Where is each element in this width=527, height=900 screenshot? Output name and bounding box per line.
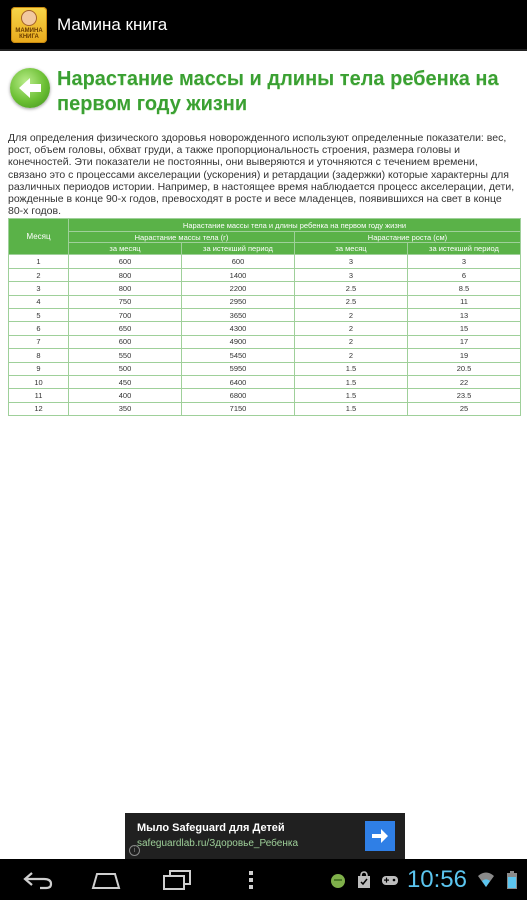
month-cell: 9 (9, 362, 69, 375)
arrow-right-icon (371, 828, 389, 844)
height-month-cell: 2.5 (295, 295, 408, 308)
app-logo-icon[interactable] (11, 7, 47, 43)
height-period-cell: 15 (408, 322, 521, 335)
table-row (9, 282, 521, 295)
height-period-cell: 20.5 (408, 362, 521, 375)
height-month-cell: 3 (295, 268, 408, 281)
month-cell: 12 (9, 402, 69, 415)
mass-period-cell: 4300 (182, 322, 295, 335)
mass-month-cell: 600 (69, 335, 182, 348)
page-title: Нарастание массы и длины тела ребенка на первом году жизни (57, 68, 499, 115)
table-row (9, 389, 521, 402)
mass-period-header: за истекший период (182, 243, 295, 255)
height-period-cell: 17 (408, 335, 521, 348)
table-row (9, 308, 521, 321)
ad-info-icon[interactable]: i (129, 845, 140, 856)
intro-paragraph: Для определения физического здоровья новорожденного используют определенные показатели: вес, рост, объем головы, обхват груди, а также пропорциональность строения, размера головы и конечностей. Эти показатели не постоянны, они выверяются и уточняются с течением времени, связано это с процессами акселерации (ускорения) и ретардации (задержки) которые характерны для различных периодов истории. Например, в настоящее время наблюдается процесс акселерации, дети, рожденные в конце 90-х годов, превосходят в росте и весе младенцев, появившихся на свет в конце 80-х годов. (8, 132, 515, 218)
arrow-left-icon (17, 76, 43, 100)
month-cell: 11 (9, 389, 69, 402)
mass-month-cell: 550 (69, 349, 182, 362)
month-cell: 8 (9, 349, 69, 362)
wifi-icon (477, 871, 495, 889)
mass-per-month-header: за месяц (69, 243, 182, 255)
gamepad-icon (381, 871, 399, 889)
month-cell: 2 (9, 268, 69, 281)
mass-month-cell: 650 (69, 322, 182, 335)
height-month-cell: 3 (295, 255, 408, 268)
mass-period-cell: 7150 (182, 402, 295, 415)
height-period-cell: 11 (408, 295, 521, 308)
mass-period-cell: 3650 (182, 308, 295, 321)
height-period-cell: 22 (408, 375, 521, 388)
ad-url[interactable]: safeguardlab.ru/Здоровье_Ребенка (137, 838, 299, 849)
article-header (0, 51, 527, 117)
mass-period-cell: 2950 (182, 295, 295, 308)
mass-month-cell: 800 (69, 268, 182, 281)
back-icon (22, 870, 54, 890)
mass-month-cell: 600 (69, 255, 182, 268)
mass-month-cell: 500 (69, 362, 182, 375)
mass-month-cell: 700 (69, 308, 182, 321)
mass-month-cell: 800 (69, 282, 182, 295)
month-cell: 7 (9, 335, 69, 348)
battery-icon (503, 871, 521, 889)
mass-period-cell: 600 (182, 255, 295, 268)
table-row (9, 335, 521, 348)
home-icon (89, 870, 123, 890)
mass-month-cell: 750 (69, 295, 182, 308)
ad-go-button[interactable] (365, 821, 395, 851)
height-month-cell: 2 (295, 322, 408, 335)
table-caption: Нарастание массы тела и длины ребенка на первом году жизни (69, 219, 521, 232)
recents-icon (161, 869, 193, 891)
height-period-cell: 19 (408, 349, 521, 362)
nav-home-button[interactable] (86, 868, 126, 892)
app-title: Мамина книга (57, 14, 168, 34)
month-cell: 10 (9, 375, 69, 388)
article-content (0, 51, 527, 813)
month-cell: 3 (9, 282, 69, 295)
month-cell: 5 (9, 308, 69, 321)
mass-month-cell: 400 (69, 389, 182, 402)
table-row (9, 255, 521, 268)
height-month-cell: 1.5 (295, 362, 408, 375)
table-row (9, 268, 521, 281)
height-month-cell: 2 (295, 308, 408, 321)
ad-text-block (125, 821, 365, 851)
height-period-cell: 25 (408, 402, 521, 415)
table-row (9, 349, 521, 362)
height-month-cell: 2.5 (295, 282, 408, 295)
shopping-bag-icon (355, 871, 373, 889)
height-month-cell: 1.5 (295, 375, 408, 388)
height-per-month-header: за месяц (295, 243, 408, 255)
height-month-cell: 2 (295, 349, 408, 362)
clock: 10:56 (406, 865, 467, 893)
system-nav-bar (0, 859, 527, 900)
height-period-cell: 3 (408, 255, 521, 268)
mass-month-cell: 450 (69, 375, 182, 388)
table-row (9, 322, 521, 335)
month-cell: 6 (9, 322, 69, 335)
action-bar (0, 0, 527, 51)
ad-title[interactable]: Мыло Safeguard для Детей (137, 822, 285, 834)
mass-period-cell: 4900 (182, 335, 295, 348)
mother-face-icon (21, 10, 37, 26)
android-notification-icon (329, 871, 347, 889)
nav-back-button[interactable] (18, 868, 58, 892)
mass-period-cell: 1400 (182, 268, 295, 281)
table-row (9, 295, 521, 308)
month-cell: 4 (9, 295, 69, 308)
height-header: Нарастание роста (см) (295, 232, 521, 243)
table-row (9, 402, 521, 415)
mass-month-cell: 350 (69, 402, 182, 415)
mass-period-cell: 5450 (182, 349, 295, 362)
height-period-cell: 6 (408, 268, 521, 281)
growth-table (8, 218, 521, 416)
menu-dots-icon (248, 870, 254, 890)
height-period-cell: 23.5 (408, 389, 521, 402)
mass-period-cell: 5950 (182, 362, 295, 375)
height-period-cell: 13 (408, 308, 521, 321)
height-month-cell: 1.5 (295, 389, 408, 402)
table-row (9, 362, 521, 375)
ad-banner[interactable] (125, 813, 405, 859)
height-month-cell: 1.5 (295, 402, 408, 415)
mass-period-cell: 6400 (182, 375, 295, 388)
mass-period-cell: 2200 (182, 282, 295, 295)
status-area[interactable] (325, 859, 527, 900)
month-column-header: Месяц (9, 219, 69, 255)
table-row (9, 375, 521, 388)
height-period-cell: 8.5 (408, 282, 521, 295)
mass-header: Нарастание массы тела (г) (69, 232, 295, 243)
nav-recents-button[interactable] (157, 868, 197, 892)
back-button[interactable] (10, 68, 50, 108)
nav-menu-button[interactable] (231, 868, 271, 892)
height-period-header: за истекший период (408, 243, 521, 255)
month-cell: 1 (9, 255, 69, 268)
height-month-cell: 2 (295, 335, 408, 348)
app-logo-text: МАМИНА КНИГА (15, 27, 43, 40)
mass-period-cell: 6800 (182, 389, 295, 402)
